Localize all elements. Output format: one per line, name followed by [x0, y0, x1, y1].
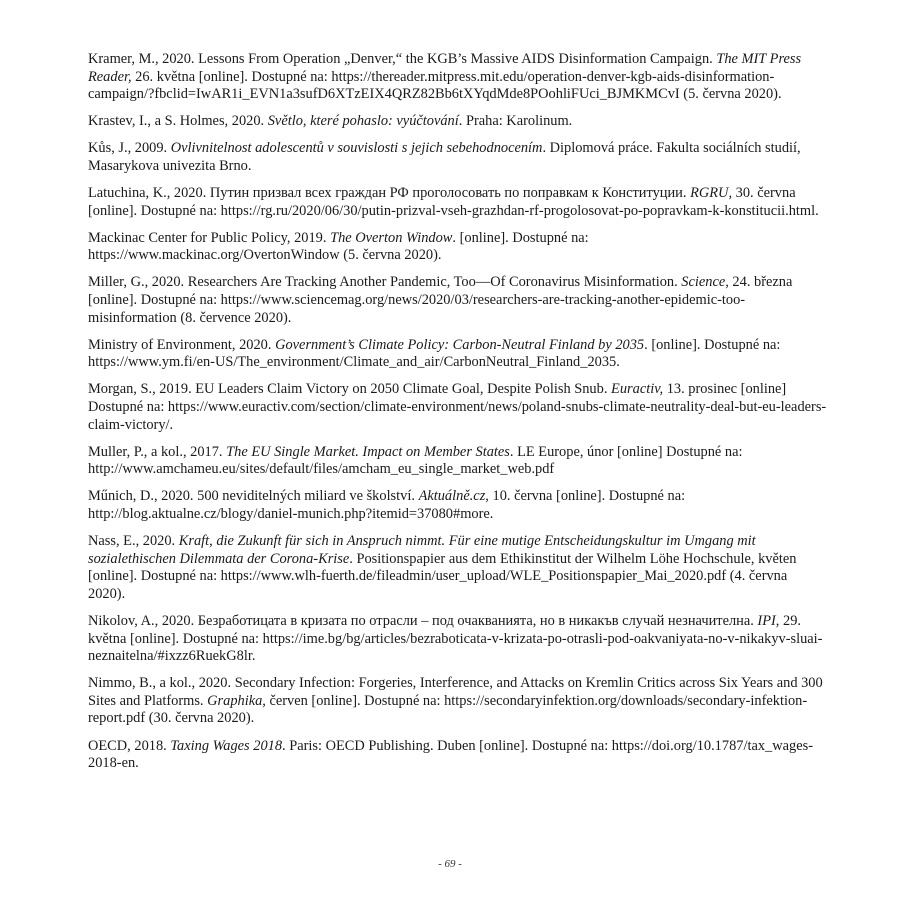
reference-entry: [88, 675, 828, 728]
reference-source-title: The MIT Press Reader,: [88, 51, 802, 85]
reference-entry: [88, 51, 828, 104]
reference-details: 30. června [online]. Dostupné na: https://rg.ru/2020/06/30/putin-prizval-vseh-grazhdan-rf-progolosovat-po-popravkam-k-konstitucii.html.: [88, 185, 819, 219]
reference-text: Ministry of Environment, 2020.: [88, 336, 276, 353]
reference-details: . Positionspapier aus dem Ethikinstitut der Wilhelm Löhe Hochschule, květen [online]. Dostupné na: https://www.wlh-fuerth.de/fileadmin/user_upload/WLE_Positionspapier_Mai_2020.pdf (4. června 2020).: [88, 550, 797, 602]
reference-source-title: Světlo, které pohaslo: vyúčtování: [267, 113, 459, 130]
reference-source-title: Kraft, die Zukunft für sich in Anspruch nimmt. Für eine mutige Entscheidungskultur im Umgang mit sozialethischen Dilemmata der Corona-Krise: [88, 533, 756, 567]
reference-details: 29. května [online]. Dostupné na: https://ime.bg/bg/articles/bezraboticata-v-krizata-po-otrasli-pod-oakvaniyata-no-v-nikakyv-sluai-neznaitelna/#ixzz6RuekG8lr.: [88, 612, 823, 665]
reference-entry: [88, 738, 828, 773]
reference-text: OECD, 2018.: [88, 737, 171, 754]
reference-text: Műnich, D., 2020. 500 neviditelných miliard ve školství.: [88, 488, 419, 505]
reference-entry: [88, 274, 828, 327]
reference-entry: [88, 113, 828, 131]
reference-source-title: The EU Single Market. Impact on Member States: [226, 443, 510, 460]
reference-source-title: Government’s Climate Policy: Carbon-Neutral Finland by 2035: [275, 336, 645, 353]
reference-entry: [88, 140, 828, 175]
reference-source-title: RGRU,: [690, 185, 733, 202]
reference-source-title: IPI,: [757, 612, 780, 629]
reference-entry: [88, 488, 828, 523]
reference-source-title: Ovlivnitelnost adolescentů v souvislosti s jejich sebehodnocením: [170, 140, 543, 157]
reference-entry: [88, 533, 828, 603]
reference-text: Nimmo, B., a kol., 2020. Secondary Infection: Forgeries, Interference, and Attacks on Kremlin Critics across Six Years and 300 Sites and Platforms.: [88, 675, 823, 709]
reference-details: 26. května [online]. Dostupné na: https://thereader.mitpress.mit.edu/operation-denver-kgb-aids-disinformation-campaign/?fbclid=IwAR1i_EVN1a3sufD6XTzEIX4QRZ82Bb6tXYqdMde8POohliFUci_BJMKMCvI (5. června 2020).: [88, 68, 782, 103]
reference-details: , 10. června [online]. Dostupné na: http://blog.aktualne.cz/blogy/daniel-munich.php?itemid=37080#more.: [88, 488, 686, 522]
reference-text: Kramer, M., 2020. Lessons From Operation „Denver,“ the KGB’s Massive AIDS Disinformation Campaign.: [88, 51, 717, 67]
reference-details: . Praha: Karolinum.: [458, 113, 573, 130]
reference-source-title: Science,: [681, 274, 729, 291]
page-number: - 69 -: [438, 858, 462, 870]
reference-text: Nass, E., 2020.: [88, 533, 179, 550]
reference-details: . Diplomová práce. Fakulta sociálních studií, Masarykova univezita Brno.: [88, 140, 801, 174]
reference-text: Mackinac Center for Public Policy, 2019.: [88, 229, 331, 246]
reference-text: Latuchina, K., 2020. Путин призвал всех граждан РФ проголосовать по поправкам к Конституции.: [88, 185, 691, 202]
reference-text: Kůs, J., 2009.: [88, 140, 171, 157]
reference-details: 24. března [online]. Dostupné na: https://www.sciencemag.org/news/2020/03/researchers-are-tracking-another-epidemic-too-misinformation (8. července 2020).: [88, 274, 793, 326]
reference-details: . [online]. Dostupné na: https://www.mackinac.org/OvertonWindow (5. června 2020).: [88, 229, 589, 264]
reference-source-title: Euractiv,: [611, 381, 664, 398]
reference-text: Nikolov, A., 2020. Безработицата в кризата по отрасли – под очакванията, но в никакъв случай незначителна.: [88, 612, 758, 629]
reference-details: 13. prosinec [online] Dostupné na: https://www.euractiv.com/section/climate-environment/news/poland-snubs-climate-neutrality-deal-but-eu-leaders-claim-victory/.: [88, 381, 827, 433]
reference-entry: [88, 185, 828, 220]
reference-source-title: Aktuálně.cz: [418, 488, 486, 505]
reference-list: [88, 51, 828, 782]
reference-details: . LE Europe, únor [online] Dostupné na: http://www.amchameu.eu/sites/default/files/amcham_eu_single_market_web.pdf: [88, 443, 743, 478]
reference-details: . Paris: OECD Publishing. Duben [online]. Dostupné na: https://doi.org/10.1787/tax_wages-2018-en.: [88, 737, 813, 772]
reference-entry: [88, 613, 828, 666]
reference-entry: [88, 337, 828, 372]
reference-details: . [online]. Dostupné na: https://www.ym.fi/en-US/The_environment/Climate_and_air/CarbonNeutral_Finland_2035.: [88, 336, 781, 371]
reference-entry: [88, 230, 828, 265]
reference-text: Muller, P., a kol., 2017.: [88, 443, 227, 460]
reference-entry: [88, 381, 828, 434]
reference-source-title: Taxing Wages 2018: [170, 737, 283, 754]
reference-entry: [88, 444, 828, 479]
reference-details: červen [online]. Dostupné na: https://secondaryinfektion.org/downloads/secondary-infektion-report.pdf (30. června 2020).: [88, 692, 808, 727]
reference-source-title: Graphika,: [207, 692, 266, 709]
reference-source-title: The Overton Window: [330, 229, 453, 246]
reference-text: Krastev, I., a S. Holmes, 2020.: [88, 113, 268, 130]
reference-text: Morgan, S., 2019. EU Leaders Claim Victory on 2050 Climate Goal, Despite Polish Snub.: [88, 381, 612, 398]
reference-text: Miller, G., 2020. Researchers Are Tracking Another Pandemic, Too—Of Coronavirus Misinformation.: [88, 274, 682, 291]
